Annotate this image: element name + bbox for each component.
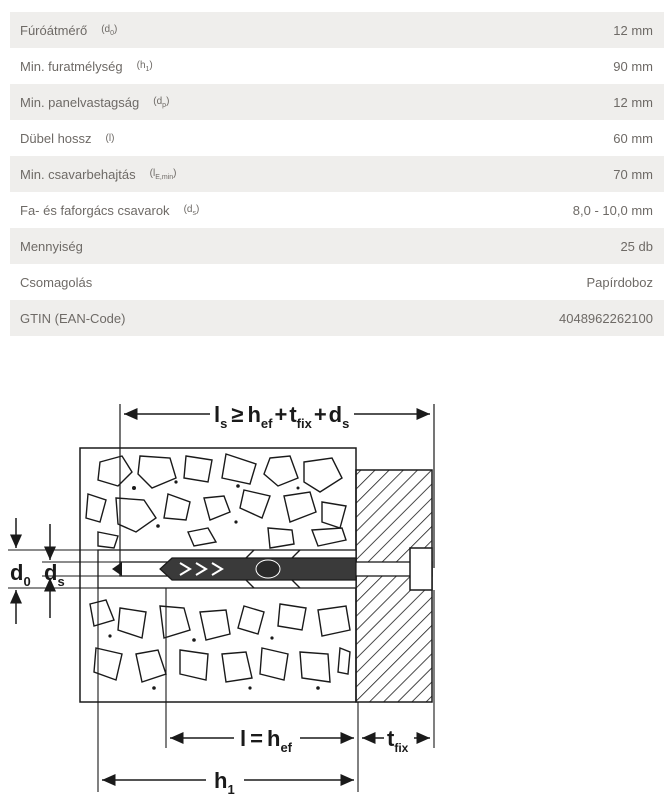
spec-symbol: $(l_{E,min})$ bbox=[149, 167, 177, 181]
spec-row bbox=[10, 264, 664, 300]
spec-symbol: $(d_s)$ bbox=[183, 203, 200, 217]
label-h1: $h_1$ bbox=[214, 768, 235, 797]
spec-label: GTIN (EAN-Code) bbox=[20, 310, 126, 326]
spec-symbol: $(d_p)$ bbox=[153, 95, 170, 109]
formula-ls: $l_s \ge h_{ef}+t_{fix}+d_s$ bbox=[214, 402, 350, 431]
spec-row bbox=[10, 84, 664, 120]
spec-symbol: $(d_0)$ bbox=[101, 23, 118, 37]
spec-row bbox=[10, 156, 664, 192]
spec-value: 8,0 - 10,0 mm bbox=[572, 202, 653, 218]
spec-value: 90 mm bbox=[613, 58, 653, 74]
label-ds: $d_s$ bbox=[44, 560, 65, 589]
spec-row bbox=[10, 228, 664, 264]
spec-label: Mennyiség bbox=[20, 238, 83, 254]
spec-symbol: (l) bbox=[105, 132, 115, 144]
installation-diagram bbox=[0, 392, 669, 800]
spec-row bbox=[10, 192, 664, 228]
label-tfix: $t_{fix}$ bbox=[387, 726, 409, 755]
label-d0: $d_0$ bbox=[10, 560, 31, 589]
spec-label: Min. furatmélység bbox=[20, 58, 123, 74]
spec-value: 12 mm bbox=[613, 22, 653, 38]
spec-row bbox=[10, 300, 664, 336]
spec-value: 60 mm bbox=[613, 130, 653, 146]
spec-table bbox=[10, 12, 664, 336]
spec-label: Fúróátmérő bbox=[20, 22, 88, 38]
spec-value: 12 mm bbox=[613, 94, 653, 110]
spec-label: Min. panelvastagság bbox=[20, 94, 140, 110]
spec-row bbox=[10, 48, 664, 84]
spec-row bbox=[10, 12, 664, 48]
spec-label: Min. csavarbehajtás bbox=[20, 166, 136, 182]
spec-value: 4048962262100 bbox=[559, 310, 653, 326]
spec-row bbox=[10, 120, 664, 156]
spec-value: 70 mm bbox=[613, 166, 653, 182]
spec-value: 25 db bbox=[620, 238, 653, 254]
spec-label: Fa- és faforgács csavarok bbox=[20, 202, 170, 218]
spec-symbol: $(h_1)$ bbox=[136, 59, 153, 73]
spec-label: Csomagolás bbox=[20, 274, 93, 290]
spec-value: Papírdoboz bbox=[586, 274, 653, 290]
spec-label: Dübel hossz bbox=[20, 130, 92, 146]
formula-l: $l = h_{ef}$ bbox=[240, 726, 292, 755]
